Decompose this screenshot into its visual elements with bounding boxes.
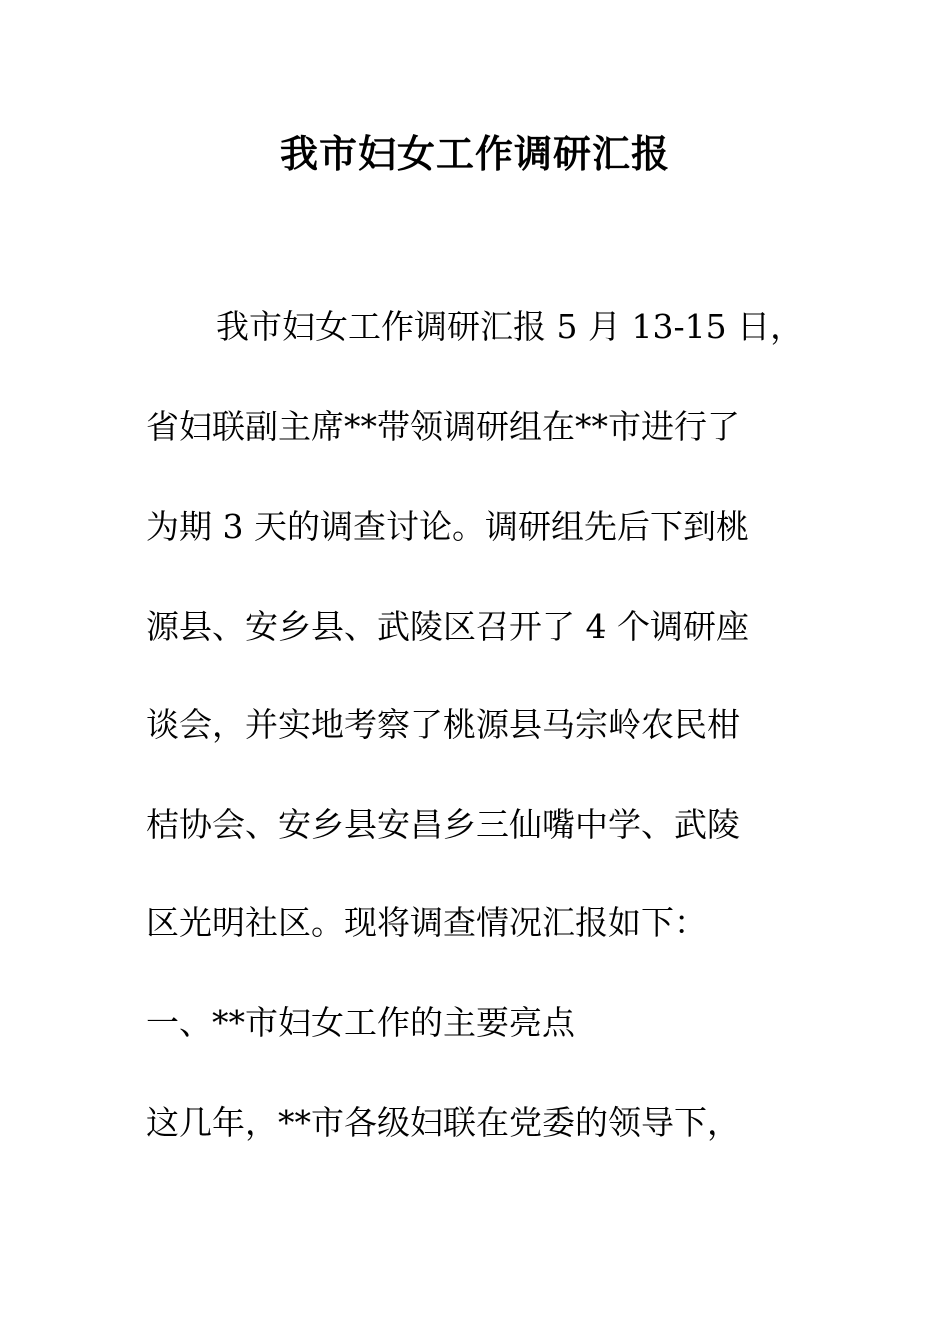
paragraph-line-5: 谈会，并实地考察了桃源县马宗岭农民柑 [146,705,740,744]
paragraph-line-4: 源县、安乡县、武陵区召开了 4 个调研座 [146,607,749,646]
paragraph-line-2: 省妇联副主席**带领调研组在**市进行了 [146,407,740,446]
document-title: 我市妇女工作调研汇报 [279,131,670,176]
section-heading: 一、**市妇女工作的主要亮点 [146,1003,575,1042]
paragraph-line-1: 我市妇女工作调研汇报 5 月 13-15 日， [216,307,804,346]
paragraph-line-7: 区光明社区。现将调查情况汇报如下： [146,903,707,942]
paragraph-line-9: 这几年，**市各级妇联在党委的领导下， [146,1103,740,1142]
paragraph-line-6: 桔协会、安乡县安昌乡三仙嘴中学、武陵 [146,805,740,844]
paragraph-line-3: 为期 3 天的调查讨论。调研组先后下到桃 [146,507,749,546]
